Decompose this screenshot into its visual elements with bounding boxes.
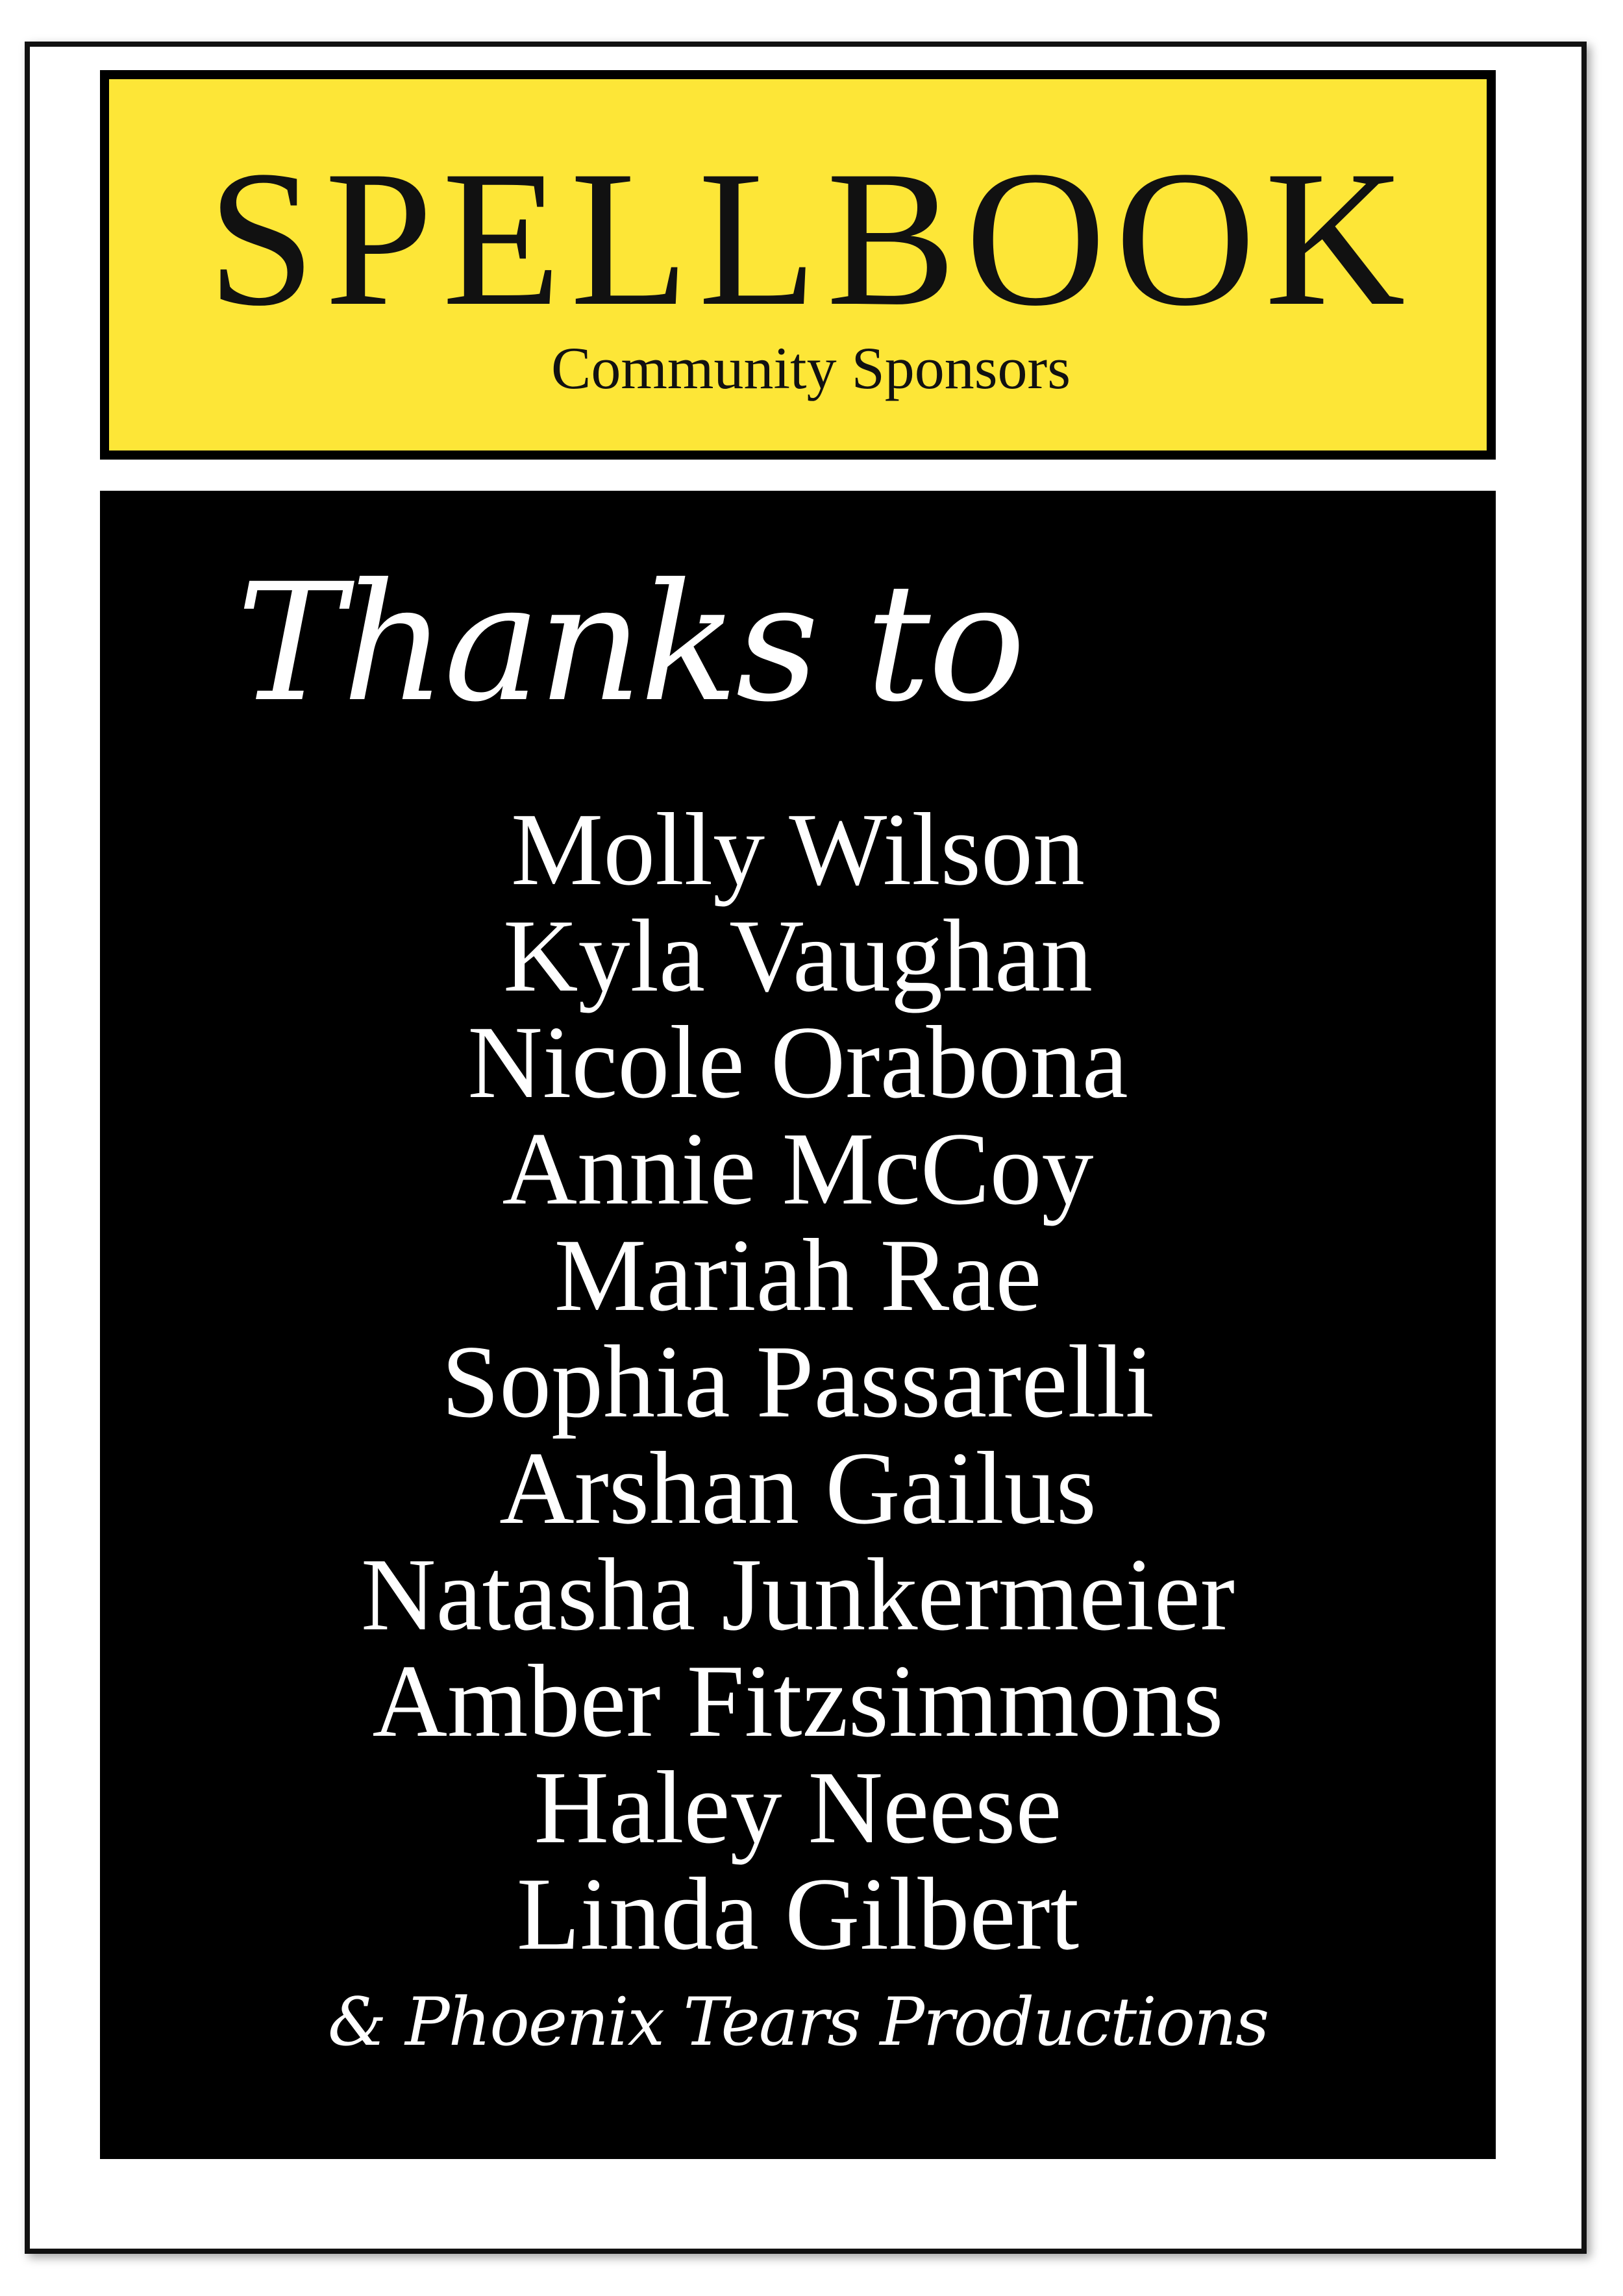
sponsor-panel (100, 491, 1496, 2159)
sponsor-name: Annie McCoy (502, 1111, 1094, 1226)
sponsor-list (100, 791, 1496, 1971)
sponsor-name: Arshan Gailus (499, 1430, 1096, 1546)
sponsor-name: Natasha Junkermeier (360, 1537, 1235, 1652)
production-credit: & Phoenix Tears Productions (327, 1984, 1269, 2061)
sponsor-name: Nicole Orabona (467, 1004, 1128, 1120)
sponsor-name: Sophia Passarelli (441, 1324, 1154, 1439)
sponsor-name: Molly Wilson (510, 791, 1085, 907)
sponsor-name: Haley Neese (534, 1749, 1062, 1865)
poster-title: SPELLBOOK (207, 130, 1415, 346)
sponsor-name: Linda Gilbert (516, 1856, 1080, 1971)
header-banner (100, 70, 1496, 460)
sponsor-name: Mariah Rae (554, 1217, 1042, 1333)
poster-subtitle: Community Sponsors (551, 335, 1071, 401)
thanks-heading: Thanks to (236, 549, 1024, 737)
sponsor-name: Kyla Vaughan (503, 898, 1093, 1013)
sponsor-name: Amber Fitzsimmons (372, 1643, 1224, 1759)
